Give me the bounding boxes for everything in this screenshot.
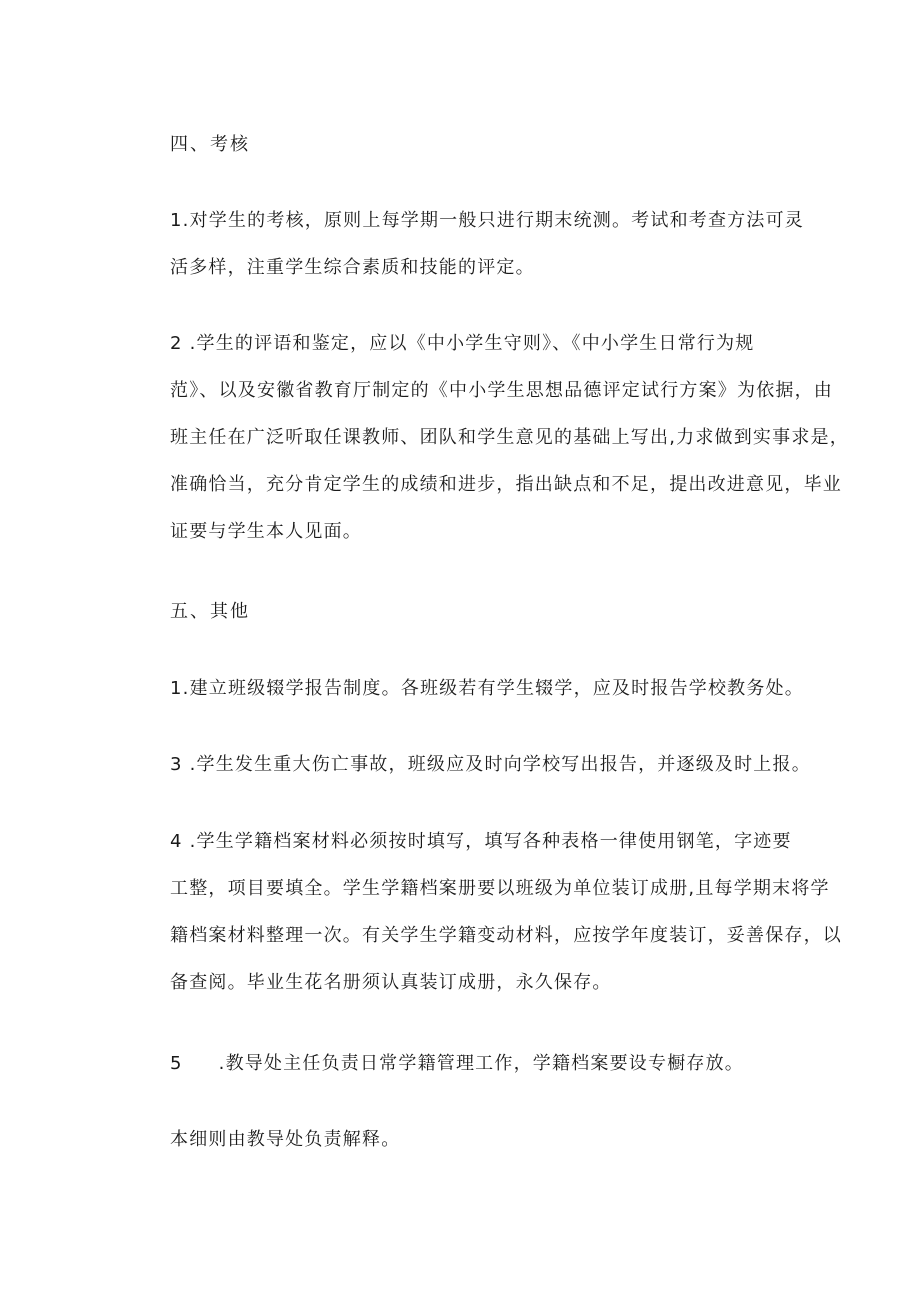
closing-statement: 本细则由教导处负责解释。 (170, 1129, 401, 1150)
section-5-item-3: 3 .学生发生重大伤亡事故，班级应及时向学校写出报告，并逐级及时上报。 (170, 754, 811, 775)
section-4-item-2-line-1: 2 .学生的评语和鉴定，应以《中小学生守则》、《中小学生日常行为规 (170, 333, 755, 354)
section-4-item-2-line-4: 准确恰当，充分肯定学生的成绩和进步，指出缺点和不足，提出改进意见，毕业 (170, 474, 842, 495)
section-5-item-4-line-4: 备查阅。毕业生花名册须认真装订成册，永久保存。 (170, 972, 612, 993)
item-5-text: .教导处主任负责日常学籍管理工作，学籍档案要设专橱存放。 (218, 1053, 744, 1074)
section-4-heading: 四、考核 (170, 134, 250, 155)
section-4-item-1-line-1: 1.对学生的考核，原则上每学期一般只进行期末统测。考试和考查方法可灵 (170, 210, 804, 231)
section-5-item-4-line-3: 籍档案材料整理一次。有关学生学籍变动材料，应按学年度装订，妥善保存，以 (170, 925, 842, 946)
section-4-item-2-line-2: 范》、以及安徽省教育厅制定的《中小学生思想品德评定试行方案》为依据，由 (170, 380, 833, 401)
section-5-item-4-line-2: 工整，项目要填全。学生学籍档案册要以班级为单位装订成册,且每学期末将学 (170, 878, 830, 899)
section-5-item-4-line-1: 4 .学生学籍档案材料必须按时填写，填写各种表格一律使用钢笔，字迹要 (170, 831, 792, 852)
section-5-heading: 五、其他 (170, 601, 250, 622)
section-4-item-1-line-2: 活多样，注重学生综合素质和技能的评定。 (170, 257, 535, 278)
item-5-number: 5 (170, 1053, 183, 1074)
section-5-item-5 (170, 1051, 810, 1077)
section-5-item-1: 1.建立班级辍学报告制度。各班级若有学生辍学，应及时报告学校教务处。 (170, 678, 804, 699)
section-4-item-2-line-3: 班主任在广泛听取任课教师、团队和学生意见的基础上写出,力求做到实事求是， (170, 427, 849, 448)
section-4-item-2-line-5: 证要与学生本人见面。 (170, 521, 362, 542)
